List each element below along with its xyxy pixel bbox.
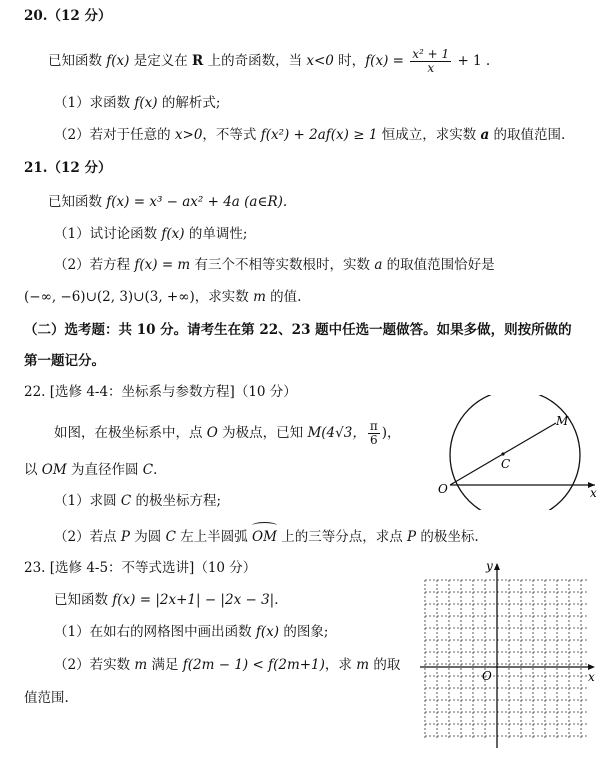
q22-center-point xyxy=(501,452,504,455)
q22-t2-b: 为直径作圆 xyxy=(66,462,143,478)
q20-p1-fx: f(x) xyxy=(134,95,158,111)
q21-p2-range: (−∞, −6)∪(2, 3)∪(3, +∞) xyxy=(24,289,195,305)
q21-statement xyxy=(48,192,287,212)
q20-fx: f(x) xyxy=(106,53,130,69)
q20-statement xyxy=(48,48,490,75)
q21-p2-eq: f(x) = m xyxy=(134,257,191,273)
q23-p2-m2: m xyxy=(356,657,370,673)
q21-p1-b: 的单调性; xyxy=(184,226,248,242)
q23-y-arrow xyxy=(494,563,500,570)
q20-plus1: + 1 . xyxy=(453,53,491,69)
q22-t2-a: 以 xyxy=(24,462,42,478)
q23-statement xyxy=(54,590,279,610)
q22-p2-C: C xyxy=(165,529,176,545)
q21-func: f(x) = x³ − ax² + 4a (a∈R). xyxy=(106,194,288,210)
q20-p2-x: x>0 xyxy=(174,127,203,143)
q22-C: C xyxy=(142,462,154,478)
q20-part2 xyxy=(54,125,565,145)
optional-line2: 第一题记分。 xyxy=(24,353,105,369)
q22-header: 22. [选修 4-4：坐标系与参数方程]（10 分） xyxy=(24,384,297,400)
q22-OM: OM xyxy=(41,462,67,478)
q21-header: 21.（12 分） xyxy=(24,160,112,176)
q22-O: O xyxy=(206,425,218,441)
q23-p1-fx: f(x) xyxy=(255,624,280,640)
q20-text-c: 上的奇函数，当 xyxy=(203,53,307,69)
q20-R: R xyxy=(192,53,204,69)
q22-polar-figure xyxy=(430,395,600,510)
q21-p1-a: （1）试讨论函数 xyxy=(54,226,162,242)
q20-p2-a: （2）若对于任意的 xyxy=(54,127,175,143)
q22-p1-b: 的极坐标方程; xyxy=(131,493,222,509)
q22-p2-b: 为圆 xyxy=(129,529,166,545)
q22-label-o: O xyxy=(438,482,448,496)
q22-M: M(4√3， xyxy=(307,425,366,441)
q23-func: f(x) = |2x+1| − |2x − 3|. xyxy=(112,592,279,608)
q22-statement xyxy=(54,420,401,447)
q22-p2-arc: OM xyxy=(252,524,277,547)
q22-text-a: 如图，在极坐标系中，点 xyxy=(54,425,207,441)
q23-part2 xyxy=(54,655,400,675)
q20-text-d: 时， xyxy=(333,53,366,69)
q20-header: 20.（12 分） xyxy=(24,8,112,24)
q23-header: 23. [选修 4-5：不等式选讲]（10 分） xyxy=(24,560,257,576)
q20-p1-b: 的解析式; xyxy=(157,95,221,111)
q22-p2-d: 上的三等分点，求点 xyxy=(276,529,407,545)
q21-p2-m: m xyxy=(253,289,266,305)
q22-close: )， xyxy=(381,425,401,441)
q23-grid-figure xyxy=(415,560,600,752)
q22-p2-a: （2）若点 xyxy=(54,529,121,545)
q21-p2-a: （2）若方程 xyxy=(54,257,135,273)
q23-p1-b: 的图象; xyxy=(279,624,329,640)
q22-label-c: C xyxy=(501,457,511,471)
q22-pi-den: 6 xyxy=(369,433,378,447)
q23-label-o: O xyxy=(482,669,492,683)
q23-part1 xyxy=(54,622,328,642)
q23-p2-a: （2）若实数 xyxy=(54,657,135,673)
q23-p1-a: （1）在如右的网格图中画出函数 xyxy=(54,624,256,640)
q22-statement2 xyxy=(24,460,157,480)
optional-line1: （二）选考题：共 10 分。请考生在第 22、23 题中任选一题做答。如果多做，则按所做的 xyxy=(24,322,572,338)
q22-p1-C: C xyxy=(120,493,132,509)
q22-pi-num: π xyxy=(369,419,378,433)
q22-p2-e: 的极坐标. xyxy=(416,529,479,545)
q22-label-m: M xyxy=(556,414,569,428)
q22-label-x: x xyxy=(590,486,597,500)
q20-cond: x<0 xyxy=(306,53,334,69)
q20-p2-b: ，不等式 xyxy=(202,127,261,143)
q21-part2 xyxy=(54,255,495,275)
q21-part2-cont xyxy=(24,287,301,307)
q20-eq: = xyxy=(388,53,409,69)
q21-p2-e: 的值. xyxy=(265,289,302,305)
q22-p1-a: （1）求圆 xyxy=(54,493,121,509)
q20-p2-c: 恒成立，求实数 xyxy=(377,127,481,143)
q20-text-a: 已知函数 xyxy=(48,53,107,69)
q22-part2 xyxy=(54,524,479,547)
q21-p1-fx: f(x) xyxy=(161,226,185,242)
q22-pi-fraction xyxy=(368,420,380,447)
q20-frac-den: x xyxy=(427,61,435,75)
q23-p2-d: 的取 xyxy=(369,657,401,673)
q23-text-a: 已知函数 xyxy=(54,592,113,608)
q22-text-b: 为极点，已知 xyxy=(217,425,308,441)
q23-grid-lines xyxy=(425,580,587,738)
q20-fraction xyxy=(410,48,451,75)
q22-p2-P: P xyxy=(120,529,130,545)
q21-text-a: 已知函数 xyxy=(48,194,107,210)
q23-p2-ineq: f(2m − 1) < f(2m+1) xyxy=(182,657,325,673)
q23-part2-cont: 值范围. xyxy=(24,690,69,706)
q22-p2-c: 左上半圆弧 xyxy=(175,529,253,545)
q20-frac-num: x² + 1 xyxy=(412,47,450,61)
q20-text-b: 是定义在 xyxy=(129,53,193,69)
q22-circle-c xyxy=(450,395,580,510)
q22-t2-c: . xyxy=(153,462,158,478)
q21-p2-c: 的取值范围恰好是 xyxy=(382,257,495,273)
q22-p2-P2: P xyxy=(407,529,417,545)
q20-p2-a-var: a xyxy=(480,127,490,143)
q21-p2-var: a xyxy=(374,257,383,273)
q23-label-x: x xyxy=(588,670,595,684)
q21-part1 xyxy=(54,224,247,244)
q20-p2-d: 的取值范围. xyxy=(489,127,566,143)
q20-fx2: f(x) xyxy=(365,53,389,69)
q21-p2-b: 有三个不相等实数根时，实数 xyxy=(190,257,375,273)
q20-p2-ineq: f(x²) + 2af(x) ≥ 1 xyxy=(260,127,378,143)
q23-p2-b: 满足 xyxy=(147,657,183,673)
q20-p1-a: （1）求函数 xyxy=(54,95,135,111)
q23-p2-c: ，求 xyxy=(324,657,357,673)
q20-part1 xyxy=(54,93,220,113)
q23-label-y: y xyxy=(486,560,493,573)
q21-p2-d: ，求实数 xyxy=(194,289,254,305)
q23-p2-m: m xyxy=(134,657,148,673)
q22-part1 xyxy=(54,491,221,511)
